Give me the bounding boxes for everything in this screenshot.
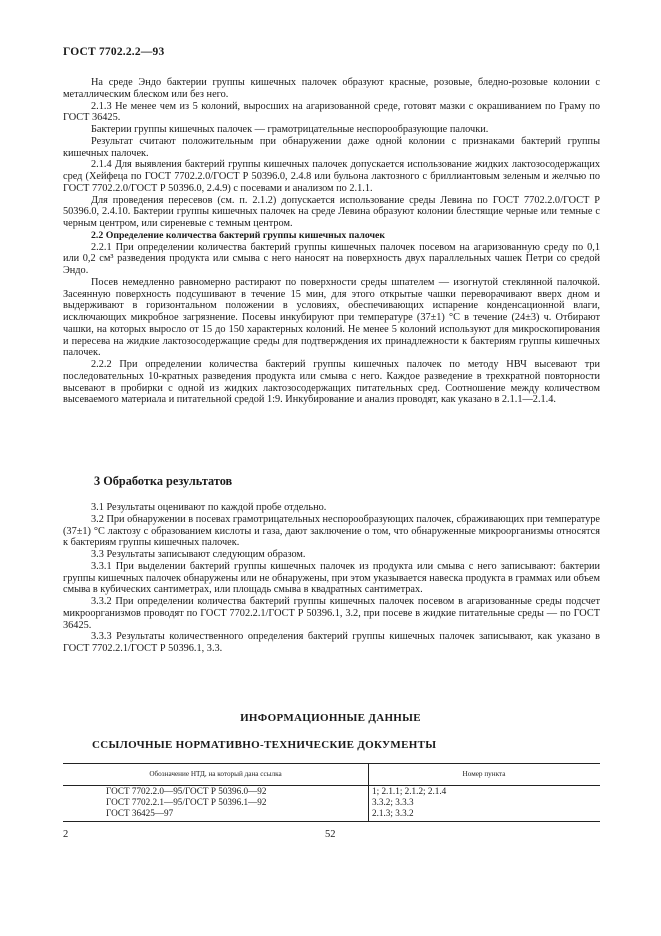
- document-page-number: 52: [325, 829, 336, 840]
- subsection-heading: 2.2 Определение количества бактерий группы кишечных палочек: [91, 229, 386, 241]
- table-row: [63, 797, 600, 807]
- paragraph: 2.1.4 Для выявления бактерий группы кишечных палочек допускается использование жидких лактозосодержащих сред (Хейфеца по ГОСТ 7702.2.0/ГОСТ Р 50396.0, 2.4.8 или бульона лактозного с бриллиантовым зеленым и желчью по ГОСТ 7702.2.0/ГОСТ Р 50396.0, 2.4.9) с посевами и анализом по 2.1.1.: [63, 159, 600, 194]
- section-3-text: [63, 502, 600, 655]
- references-title: ССЫЛОЧНЫЕ НОРМАТИВНО-ТЕХНИЧЕСКИЕ ДОКУМЕНТЫ: [92, 739, 437, 751]
- page-number: 2: [63, 829, 69, 840]
- table-cell-document: ГОСТ 7702.2.1—95/ГОСТ Р 50396.1—92: [106, 797, 267, 807]
- info-title: ИНФОРМАЦИОННЫЕ ДАННЫЕ: [240, 712, 421, 724]
- paragraph: 2.2.1 При определении количества бактерий группы кишечных палочек посевом на агаризованную среду по 0,1 или 0,2 см³ разведения продукта или смыва с него наносят на поверхность двух параллельных чашек Петри со средой Эндо.: [63, 241, 600, 276]
- paragraph: 2.2.2 При определении количества бактерий группы кишечных палочек по методу НВЧ высевают три последовательных 10-кратных разведения продукта или смыва с него. Каждое разведение в трехкратной повторности высевают в пробирки с одной из жидких лактозосодержащих питательных сред. Соотношение между количеством высеваемого материала и питательной средой 1:9. Инкубирование и анализ проводят, как указано в 2.1.1—2.1.4.: [63, 359, 600, 406]
- paragraph: 3.3.2 При определении количества бактерий группы кишечных палочек посевом в агаризованные среды подсчет микроорганизмов проводят по ГОСТ 7702.2.1/ГОСТ Р 50396.1, 3.2, при посеве в жидкие питательные среды — по ГОСТ 36425.: [63, 596, 600, 631]
- table-header-item: Номер пункта: [368, 764, 600, 786]
- page-header: ГОСТ 7702.2.2—93: [63, 46, 165, 58]
- table-cell-items: 1; 2.1.1; 2.1.2; 2.1.4: [372, 786, 447, 796]
- paragraph: 3.3.1 При выделении бактерий группы кишечных палочек из продукта или смыва с него записывают: бактерии группы кишечных палочек обнаружены или не обнаружены, при этом указывается навеска продукта в граммах или объем смыва в кубических сантиметрах, или площадь смыва в квадратных сантиметрах.: [63, 560, 600, 596]
- paragraph: Результат считают положительным при обнаружении даже одной колонии с признаками бактерий группы кишечных палочек.: [63, 135, 600, 159]
- table-row: [63, 808, 600, 818]
- paragraph: На среде Эндо бактерии группы кишечных палочек образуют красные, розовые, бледно-розовые колонии с металлическим блеском или без него.: [63, 77, 600, 100]
- table-cell-document: ГОСТ 7702.2.0—95/ГОСТ Р 50396.0—92: [106, 786, 267, 796]
- references-table: [63, 763, 600, 822]
- table-cell-items: 2.1.3; 3.3.2: [372, 808, 414, 818]
- table-header-document: Обозначение НТД, на который дана ссылка: [63, 764, 369, 786]
- table-cell-items: 3.3.2; 3.3.3: [372, 797, 414, 807]
- paragraph: Бактерии группы кишечных палочек — грамотрицательные неспорообразующие палочки.: [91, 124, 489, 135]
- paragraph: 3.2 При обнаружении в посевах грамотрицательных неспорообразующих палочек, сбраживающих при температуре (37±1) °С лактозу с образованием кислоты и газа, дают заключение о том, что обнаруженные микроорганизмы относятся к бактериям группы кишечных палочек.: [63, 513, 600, 549]
- table-row: [63, 786, 600, 796]
- section-2-text: [63, 77, 600, 406]
- section-3-title: 3 Обработка результатов: [94, 474, 233, 488]
- paragraph: 3.3.3 Результаты количественного определения бактерий группы кишечных палочек записывают, как указано в ГОСТ 7702.2.1/ГОСТ Р 50396.1, 3.3.: [63, 631, 600, 654]
- paragraph: 2.1.3 Не менее чем из 5 колоний, выросших на агаризованной среде, готовят мазки с окрашиванием по Граму по ГОСТ 36425.: [63, 100, 600, 124]
- paragraph: 3.1 Результаты оценивают по каждой пробе отдельно.: [91, 502, 327, 513]
- paragraph: Для проведения пересевов (см. п. 2.1.2) допускается использование среды Левина по ГОСТ 7702.2.0/ГОСТ Р 50396.0, 2.4.10. Бактерии группы кишечных палочек на среде Левина образуют колонии блестящие черные или темные с черным центром, или сиреневые с темным центром.: [63, 194, 600, 229]
- paragraph: 3.3 Результаты записывают следующим образом.: [91, 549, 306, 560]
- paragraph: Посев немедленно равномерно растирают по поверхности среды шпателем — изогнутой стеклянной палочкой. Засеянную поверхность подсушивают в течение 15 мин, для этого открытые чашки переворачивают вверх дном и выдерживают в горизонтальном положении в условиях, обеспечивающих испарение конденсационной влаги, исключающих микробное загрязнение. Посевы инкубируют при температуре (37±1) °С в течение (24±3) ч. Отбирают чашки, на которых выросло от 15 до 150 характерных колоний. Не менее 5 колоний используют для микроскопирования и пересева на жидкие лактозосодержащие среды для подтверждения их принадлежности к бактериям группы кишечных палочек.: [63, 276, 600, 359]
- table-cell-document: ГОСТ 36425—97: [106, 808, 174, 818]
